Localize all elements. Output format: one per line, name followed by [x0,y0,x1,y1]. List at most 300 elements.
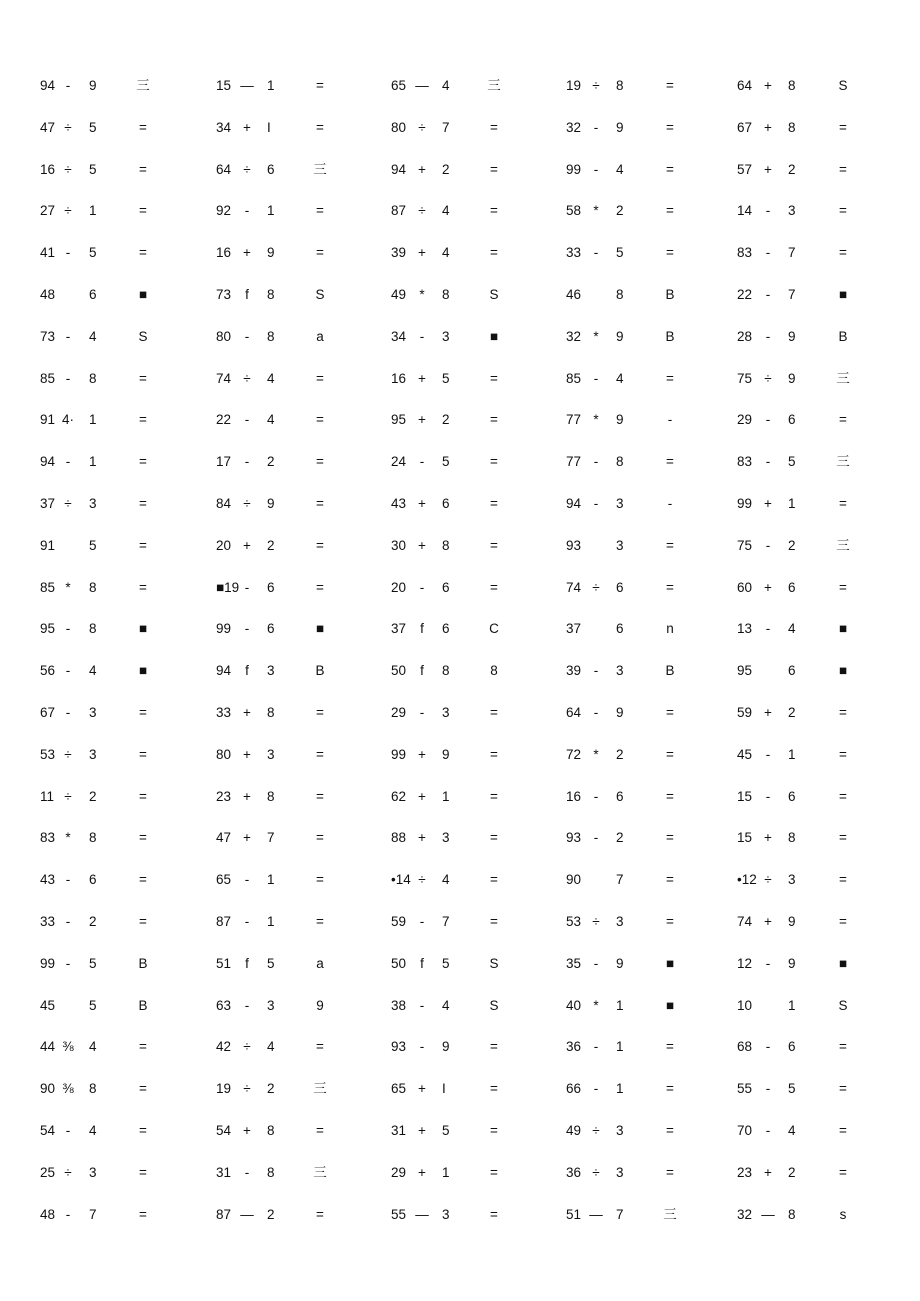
operand-a: 74 [566,579,582,595]
operand-a: 99 [566,161,582,177]
operand-b: 2 [267,1081,275,1097]
answer-mark: = [316,119,324,135]
answer-mark: = [839,1039,847,1055]
answer-mark: = [666,161,674,177]
operand-a: 29 [737,412,753,428]
answer-mark: ■ [838,287,848,302]
operand-a: 49 [566,1123,582,1138]
operand-a: 47 [40,119,56,135]
operator: - [593,830,599,846]
operand-a: 87 [391,203,407,219]
answer-mark: S [489,955,499,971]
answer-mark: s [839,1206,847,1222]
answer-mark: = [139,1164,147,1180]
answer-mark: 三 [487,78,501,93]
answer-mark: = [666,1164,674,1180]
operator: * [419,287,425,302]
operator: - [65,914,71,929]
operand-a: 65 [391,1081,407,1097]
operand-b: 8 [788,78,796,93]
operand-a: 80 [216,746,232,762]
operator: - [419,997,425,1013]
answer-mark: = [666,746,674,762]
answer-mark: ■ [665,955,675,971]
operand-b: 4 [442,872,450,888]
operator: - [244,203,250,219]
answer-mark: = [316,1123,324,1138]
operator: - [765,788,771,804]
operator [59,285,77,305]
answer-mark: = [139,1123,147,1138]
operand-a: 20 [391,579,407,595]
operator: + [418,1123,426,1138]
answer-mark: = [666,705,674,720]
operand-b: 1 [616,1081,624,1097]
operand-a: 16 [566,788,582,804]
answer-mark: S [489,997,499,1013]
worksheet-row [0,1163,920,1183]
answer-mark: = [490,1206,498,1222]
operator: ÷ [64,161,72,177]
answer-mark: = [839,412,847,428]
operand-a: 33 [216,705,232,720]
operand-b: 4 [89,663,97,679]
answer-mark: = [490,1164,498,1180]
operator: - [244,997,250,1013]
answer-mark: = [139,788,147,804]
operand-b: 8 [442,537,450,553]
operand-b: 3 [616,496,624,511]
operator: + [243,119,251,135]
operand-a: 12 [737,955,753,971]
operand-a: 53 [566,914,582,929]
operator: - [244,412,250,428]
worksheet-row [0,536,920,556]
operator: f [420,955,424,971]
operand-b: 9 [616,955,624,971]
operand-a: 44 [40,1039,56,1055]
operand-b: 1 [616,997,624,1013]
operand-a: 95 [737,663,753,679]
operator: - [419,454,425,470]
operator: - [65,370,71,386]
answer-mark: ■ [489,328,499,344]
operand-a: 29 [391,705,407,720]
operand-a: 22 [737,287,753,302]
operand-b: 1 [267,78,275,93]
operand-a: 64 [566,705,582,720]
operator: - [593,788,599,804]
operand-a: 37 [566,621,582,637]
answer-mark: = [316,1206,324,1222]
worksheet-row [0,912,920,932]
operator: - [244,328,250,344]
answer-mark: = [490,245,498,261]
worksheet-row [0,870,920,890]
operator: + [764,496,772,511]
operand-b: 5 [442,454,450,470]
answer-mark: ■ [838,955,848,971]
operand-a: 67 [737,119,753,135]
operand-b: 7 [89,1206,97,1222]
operand-b: 5 [89,245,97,261]
operand-b: 8 [267,1123,275,1138]
operand-a: 37 [391,621,407,637]
operator: 4· [61,412,74,428]
operand-b: 4 [267,412,275,428]
operator: ÷ [64,203,72,219]
operator: ÷ [418,872,426,888]
worksheet-row [0,201,920,221]
answer-mark: = [316,454,324,470]
operand-b: 7 [442,119,450,135]
operand-a: 66 [566,1081,582,1097]
operand-b: 7 [788,245,796,261]
operator: - [244,579,250,595]
operator: + [764,1164,772,1180]
answer-mark: = [139,830,147,846]
operand-b: 5 [267,955,275,971]
answer-mark: ■ [838,663,848,679]
worksheet-row [0,243,920,263]
operand-a: 24 [391,454,407,470]
operand-b: 2 [616,746,624,762]
answer-mark: = [316,78,324,93]
operand-b: 3 [89,746,97,762]
operator: - [765,454,771,470]
worksheet-row [0,578,920,598]
operand-a: 23 [737,1164,753,1180]
operand-b: 8 [788,830,796,846]
operand-b: 4 [442,78,450,93]
answer-mark: 三 [313,161,327,177]
answer-mark: = [139,454,147,470]
operand-b: 2 [267,454,275,470]
answer-mark: = [490,1081,498,1097]
worksheet-row [0,954,920,974]
operand-b: 5 [442,370,450,386]
operator: - [765,245,771,261]
answer-mark: = [666,830,674,846]
answer-mark: ■ [665,997,675,1013]
answer-mark: = [490,1039,498,1055]
operator: - [65,328,71,344]
operand-b: 9 [616,119,624,135]
operator: - [593,705,599,720]
operator: - [419,1039,425,1055]
answer-mark: = [490,705,498,720]
operator: f [420,621,424,637]
operator: - [65,1206,71,1222]
operand-a: 23 [216,788,232,804]
operator: ÷ [592,579,600,595]
operator: ÷ [243,1039,251,1055]
operand-a: 83 [40,830,56,846]
operator: - [593,1039,599,1055]
operator: ÷ [243,1081,251,1097]
operator: ÷ [64,496,72,511]
operator: - [244,454,250,470]
operand-b: 8 [89,579,97,595]
operator: + [418,746,426,762]
operand-a: 90 [566,872,582,888]
operator: + [243,1123,251,1138]
answer-mark: = [839,496,847,511]
operand-a: 99 [216,621,232,637]
answer-mark: = [139,412,147,428]
operator [59,536,77,556]
operator: - [765,1123,771,1138]
operand-b: 6 [442,621,450,637]
answer-mark: B [665,287,675,302]
operator: - [65,621,71,637]
answer-mark: = [839,161,847,177]
operand-a: 93 [566,537,582,553]
operand-a: 93 [566,830,582,846]
operand-a: 73 [40,328,56,344]
operator: ÷ [592,914,600,929]
answer-mark: S [838,997,848,1013]
operand-b: 9 [616,705,624,720]
operand-b: 6 [616,579,624,595]
answer-mark: = [316,788,324,804]
answer-mark: 三 [663,1206,677,1222]
operator [587,536,605,556]
operand-a: 13 [737,621,753,637]
answer-mark: = [839,1164,847,1180]
operand-a: 43 [391,496,407,511]
operand-a: 59 [391,914,407,929]
operand-a: 85 [566,370,582,386]
operand-b: 8 [788,1206,796,1222]
answer-mark: 三 [136,78,150,93]
operand-a: 27 [40,203,56,219]
operator: + [764,579,772,595]
operand-b: 6 [442,579,450,595]
operand-b: 9 [788,914,796,929]
operator: ÷ [592,1123,600,1138]
operator: - [65,1123,71,1138]
answer-mark: = [139,203,147,219]
answer-mark: = [490,412,498,428]
operand-b: 8 [89,1081,97,1097]
operator: + [418,370,426,386]
operand-a: 35 [566,955,582,971]
operand-a: 92 [216,203,232,219]
operand-b: 5 [442,1123,450,1138]
operand-b: 2 [788,161,796,177]
worksheet-row [0,494,920,514]
operator: — [415,78,429,93]
operator: - [244,1164,250,1180]
operator: ÷ [64,788,72,804]
worksheet-row [0,1121,920,1141]
operator: - [65,663,71,679]
answer-mark: = [490,788,498,804]
operand-b: 5 [442,955,450,971]
operand-a: 74 [737,914,753,929]
operand-b: 5 [788,1081,796,1097]
operand-a: 37 [40,496,56,511]
worksheet-row [0,828,920,848]
answer-mark: = [316,705,324,720]
answer-mark: = [139,1081,147,1097]
operand-a: 51 [216,955,232,971]
operand-a: 43 [40,872,56,888]
operand-a: 75 [737,537,753,553]
answer-mark: = [839,788,847,804]
operand-b: 9 [788,955,796,971]
operator: + [764,914,772,929]
answer-mark: = [839,579,847,595]
operator [587,285,605,305]
answer-mark: ■ [138,621,148,637]
answer-mark: = [839,1123,847,1138]
answer-mark: = [139,1206,147,1222]
answer-mark: 三 [313,1081,327,1097]
answer-mark: = [839,203,847,219]
operator: — [240,1206,254,1222]
answer-mark: = [139,705,147,720]
operator: * [593,412,599,428]
operand-a: 90 [40,1081,56,1097]
operator: + [243,537,251,553]
answer-mark: = [839,872,847,888]
answer-mark: B [138,997,148,1013]
operand-b: 2 [788,705,796,720]
operand-b: 5 [89,955,97,971]
answer-mark: S [489,287,499,302]
answer-mark: = [490,537,498,553]
operand-b: 1 [267,914,275,929]
answer-mark: = [316,245,324,261]
operand-a: 94 [391,161,407,177]
operand-a: 41 [40,245,56,261]
answer-mark: = [666,1081,674,1097]
operator: ÷ [418,119,426,135]
operand-a: 15 [216,78,232,93]
operator: ÷ [418,203,426,219]
operator: + [243,746,251,762]
operator: * [65,579,71,595]
answer-mark: = [139,914,147,929]
operand-b: 2 [89,914,97,929]
operand-a: 94 [40,78,56,93]
operator: - [765,328,771,344]
operand-a: 54 [40,1123,56,1138]
operand-a: 57 [737,161,753,177]
answer-mark: 三 [836,537,850,553]
operand-b: 6 [788,663,796,679]
operand-b: 4 [89,1039,97,1055]
answer-mark: = [839,746,847,762]
operator [59,996,77,1016]
operand-a: •14 [391,872,411,888]
worksheet-row [0,1205,920,1225]
operand-b: 4 [442,203,450,219]
operand-a: 70 [737,1123,753,1138]
operand-b: 1 [788,997,796,1013]
operand-a: 49 [391,287,407,302]
operand-a: 99 [391,746,407,762]
operand-a: 30 [391,537,407,553]
operand-b: 4 [89,1123,97,1138]
operand-a: 48 [40,287,56,302]
answer-mark: S [838,78,848,93]
answer-mark: 8 [490,663,498,679]
operator: - [765,746,771,762]
operand-a: 54 [216,1123,232,1138]
operand-a: 50 [391,955,407,971]
operand-a: 85 [40,370,56,386]
answer-mark: a [316,955,324,971]
operand-b: 6 [442,496,450,511]
operand-b: 4 [616,370,624,386]
operand-a: 63 [216,997,232,1013]
operand-a: 95 [391,412,407,428]
operand-b: 4 [267,1039,275,1055]
operand-a: 32 [566,328,582,344]
operand-b: 1 [89,203,97,219]
operator: ÷ [64,1164,72,1180]
operand-a: 16 [40,161,56,177]
operator: + [418,496,426,511]
operand-b: 3 [267,746,275,762]
answer-mark: = [666,1039,674,1055]
answer-mark: 9 [316,997,324,1013]
operator: ⅜ [62,1081,74,1097]
operator: - [765,412,771,428]
operand-b: 8 [442,287,450,302]
operand-b: 1 [616,1039,624,1055]
answer-mark: = [490,161,498,177]
answer-mark: - [667,496,673,511]
operand-b: 9 [788,328,796,344]
answer-mark: 三 [836,454,850,470]
operator: ÷ [764,872,772,888]
answer-mark: B [315,663,325,679]
operand-a: 55 [391,1206,407,1222]
operand-a: 32 [566,119,582,135]
answer-mark: = [839,830,847,846]
answer-mark: = [666,119,674,135]
operator: + [243,788,251,804]
operand-b: 7 [616,1206,624,1222]
operand-a: 72 [566,746,582,762]
operator [587,619,605,639]
operand-b: 3 [788,872,796,888]
operator: - [765,955,771,971]
operand-b: 7 [788,287,796,302]
operator: - [65,955,71,971]
answer-mark: = [666,914,674,929]
operand-b: 8 [267,328,275,344]
operand-a: 83 [737,245,753,261]
operator: - [593,161,599,177]
answer-mark: = [666,203,674,219]
operand-a: 19 [566,78,582,93]
operand-a: 55 [737,1081,753,1097]
operand-a: 88 [391,830,407,846]
operator: - [593,454,599,470]
worksheet-row [0,787,920,807]
operator: + [418,1164,426,1180]
operand-a: 51 [566,1206,582,1222]
answer-mark: S [138,328,148,344]
answer-mark: = [316,746,324,762]
operator: * [65,830,71,846]
answer-mark: = [316,203,324,219]
